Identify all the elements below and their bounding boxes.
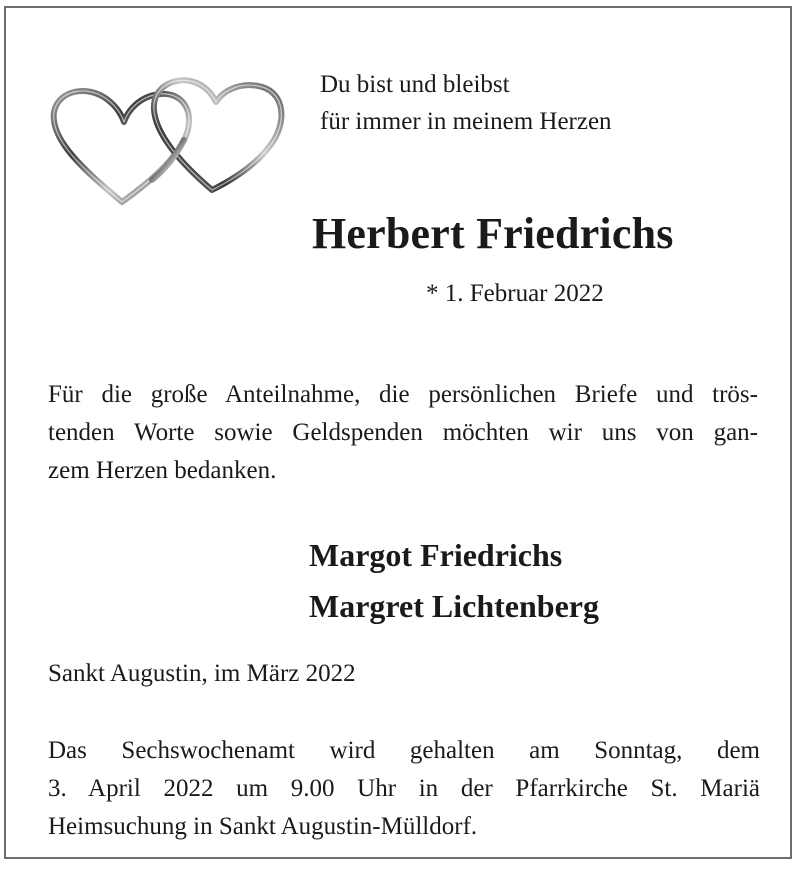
service-line: Heimsuchung in Sankt Augustin-Mülldorf. bbox=[48, 813, 478, 840]
thanks-line: Für die große Anteilnahme, die persönlichen Briefe und trös- bbox=[48, 381, 758, 408]
place-and-date: Sankt Augustin, im März 2022 bbox=[48, 660, 356, 687]
thanks-paragraph bbox=[48, 376, 758, 490]
motto bbox=[320, 66, 612, 140]
service-line: 3. April 2022 um 9.00 Uhr in der Pfarrkirche St. Mariä bbox=[48, 775, 760, 802]
thanks-line: tenden Worte sowie Geldspenden möchten wir uns von gan- bbox=[48, 419, 758, 446]
service-announcement bbox=[48, 732, 760, 846]
signers bbox=[309, 530, 599, 632]
thanks-line: zem Herzen bedanken. bbox=[48, 457, 277, 484]
service-line: Das Sechswochenamt wird gehalten am Sonntag, dem bbox=[48, 737, 760, 764]
motto-line: für immer in meinem Herzen bbox=[320, 108, 612, 135]
signer-name: Margot Friedrichs bbox=[309, 537, 563, 573]
signer-name: Margret Lichtenberg bbox=[309, 588, 599, 624]
death-notice-card bbox=[4, 6, 792, 859]
deceased-name: Herbert Friedrichs bbox=[312, 209, 674, 258]
motto-line: Du bist und bleibst bbox=[320, 71, 510, 98]
birth-date: * 1. Februar 2022 bbox=[426, 280, 604, 307]
interlocking-hearts-icon bbox=[44, 70, 294, 220]
